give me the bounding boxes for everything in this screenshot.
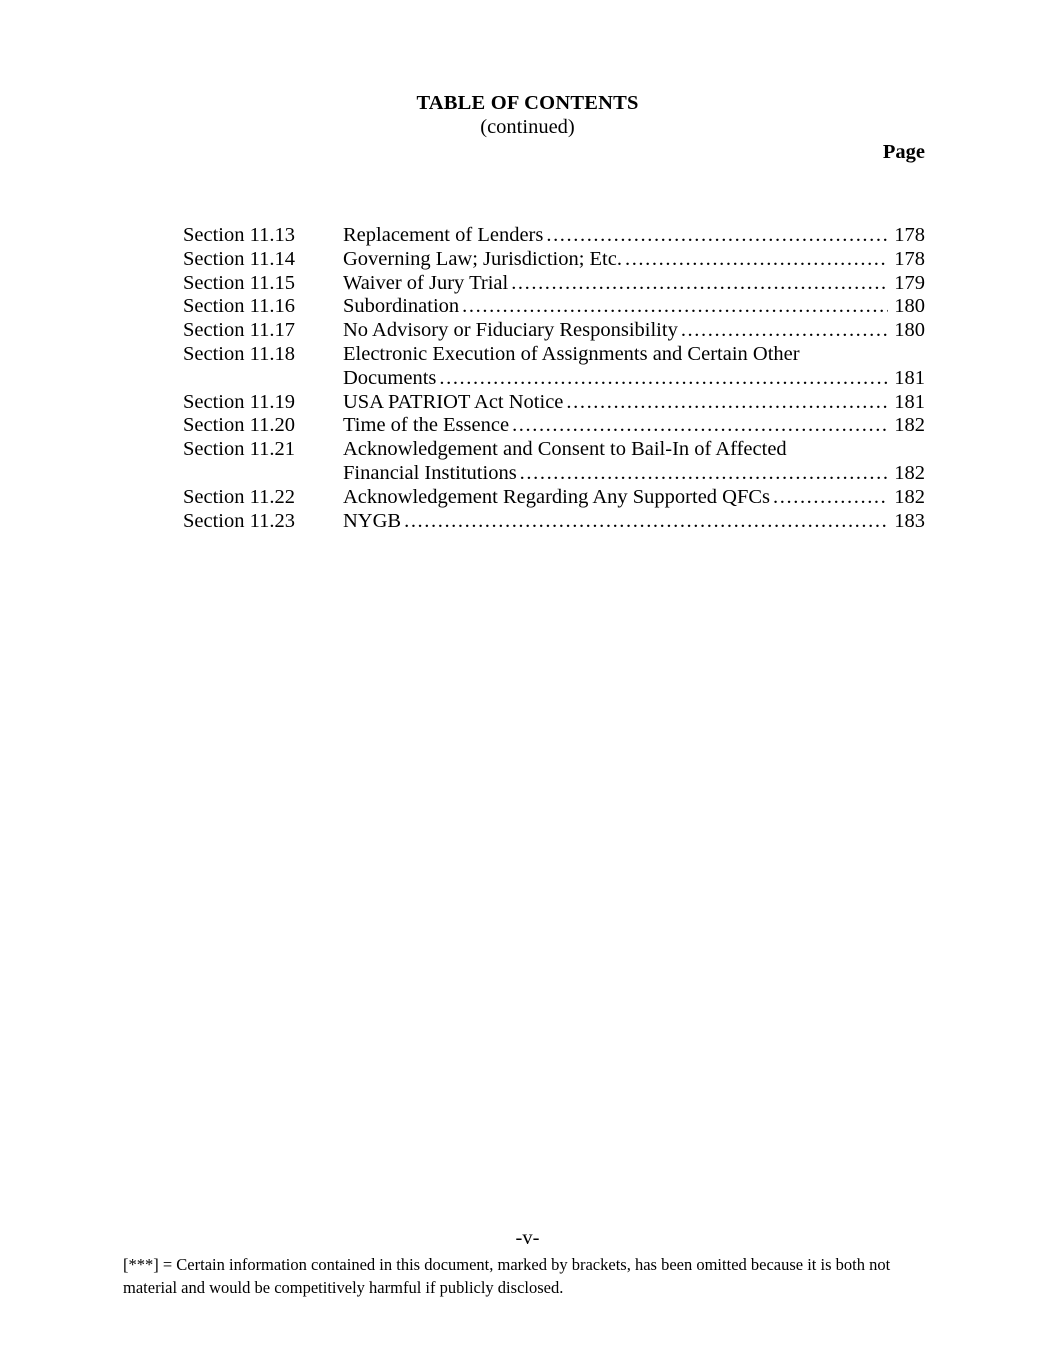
toc-page-number: 182 <box>894 461 925 484</box>
toc-section-number: Section 11.16 <box>183 295 295 318</box>
toc-entry <box>183 414 925 438</box>
document-header <box>0 92 1055 140</box>
dot-leader <box>773 486 888 510</box>
table-of-contents <box>183 224 925 533</box>
toc-entry-line-1 <box>183 343 925 367</box>
toc-section-number: Section 11.14 <box>183 247 295 270</box>
toc-entry <box>183 272 925 296</box>
toc-entry-title: Electronic Execution of Assignments and Certain Other <box>343 342 800 365</box>
toc-entry-title: USA PATRIOT Act Notice <box>343 390 564 413</box>
toc-entry <box>183 319 925 343</box>
toc-page-number: 178 <box>894 224 925 246</box>
toc-section-number: Section 11.15 <box>183 271 295 294</box>
toc-entry <box>183 343 925 391</box>
dot-leader <box>439 367 888 391</box>
toc-page-number: 181 <box>894 390 925 413</box>
toc-page-number: 181 <box>894 366 925 389</box>
toc-page-number: 178 <box>894 247 925 270</box>
dot-leader <box>511 272 888 296</box>
toc-section-number: Section 11.19 <box>183 390 295 413</box>
toc-entry <box>183 248 925 272</box>
dot-leader <box>546 224 888 248</box>
toc-page-number: 183 <box>894 509 925 532</box>
toc-entry-line-1 <box>183 438 925 462</box>
dot-leader <box>404 510 888 534</box>
toc-entry-title: Subordination <box>343 295 460 318</box>
toc-page-number: 180 <box>894 295 925 318</box>
toc-entry <box>183 295 925 319</box>
toc-section-number: Section 11.20 <box>183 414 295 437</box>
dot-leader <box>520 462 889 486</box>
toc-section-number: Section 11.17 <box>183 319 295 342</box>
toc-section-number: Section 11.23 <box>183 509 295 532</box>
dot-leader <box>512 414 888 438</box>
toc-entry <box>183 510 925 534</box>
toc-section-number: Section 11.21 <box>183 438 295 461</box>
toc-page-number: 180 <box>894 319 925 342</box>
toc-page-number: 179 <box>894 271 925 294</box>
toc-entry-title: NYGB <box>343 509 402 532</box>
dot-leader <box>566 391 888 415</box>
toc-entry-line-2 <box>183 462 925 486</box>
toc-entry <box>183 224 925 248</box>
toc-section-number: Section 11.13 <box>183 224 295 246</box>
toc-entry-title: Acknowledgement Regarding Any Supported QFCs <box>343 485 771 508</box>
toc-entry-title: Replacement of Lenders <box>343 224 544 246</box>
toc-entry-title: Acknowledgement and Consent to Bail-In of Affected <box>343 438 787 461</box>
toc-entry <box>183 486 925 510</box>
confidentiality-footnote: [***] = Certain information contained in this document, marked by brackets, has been omitted because it is both not material and would be competitively harmful if publicly disclosed. <box>123 1255 891 1298</box>
page-number-marker: -v- <box>515 1227 540 1249</box>
toc-page-number: 182 <box>894 485 925 508</box>
toc-entry-title-continued: Financial Institutions <box>343 461 517 484</box>
toc-section-number: Section 11.18 <box>183 342 295 365</box>
toc-section-number: Section 11.22 <box>183 485 295 508</box>
dot-leader <box>681 319 888 343</box>
dot-leader <box>625 248 888 272</box>
page-column-label: Page <box>882 141 925 163</box>
toc-entry-line-2 <box>183 367 925 391</box>
page-title: TABLE OF CONTENTS <box>416 92 639 114</box>
toc-entry <box>183 391 925 415</box>
toc-entry <box>183 438 925 486</box>
dot-leader <box>462 295 888 319</box>
toc-page-number: 182 <box>894 414 925 437</box>
toc-entry-title: Time of the Essence <box>343 414 510 437</box>
page-subtitle: (continued) <box>480 115 575 138</box>
toc-entry-title: Waiver of Jury Trial <box>343 271 509 294</box>
toc-entry-title: Governing Law; Jurisdiction; Etc. <box>343 247 622 270</box>
toc-entry-title: No Advisory or Fiduciary Responsibility <box>343 319 678 342</box>
toc-entry-title-continued: Documents <box>343 366 437 389</box>
